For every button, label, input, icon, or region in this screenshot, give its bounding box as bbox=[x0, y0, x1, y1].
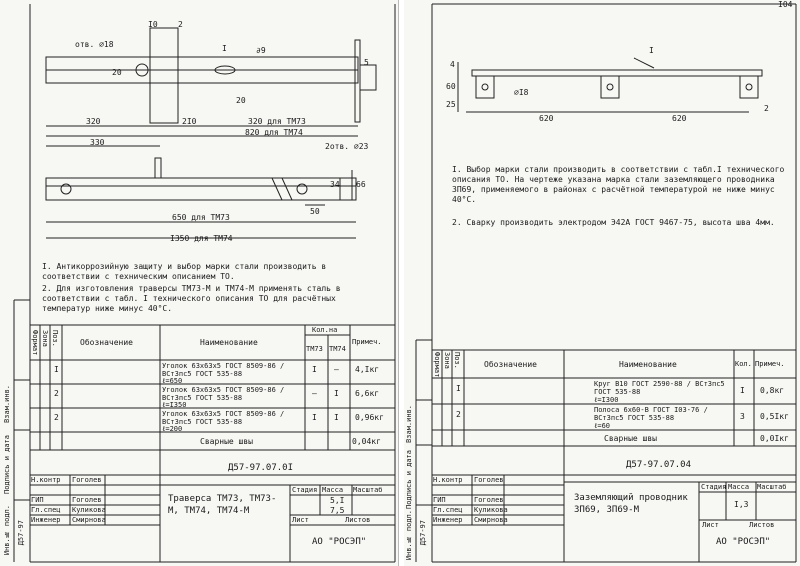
right-sheet bbox=[404, 0, 800, 566]
right-drawing bbox=[404, 0, 800, 566]
row-name: Уголок 63х63х5 ГОСТ 8509-86 / ВСт3пс5 ГОСТ 535-88 bbox=[162, 386, 285, 402]
seam-label: ∂9 bbox=[256, 46, 266, 55]
weld-mark: 20 bbox=[112, 68, 122, 77]
sheets-label: Листов bbox=[345, 516, 371, 524]
row-name: Уголок 63х63х5 ГОСТ 8509-86 / ВСт3пс5 ГОСТ 535-88 bbox=[162, 410, 285, 426]
dim-620-b: 620 bbox=[672, 114, 687, 123]
doc-code: Д57-97.07.0I bbox=[228, 463, 294, 473]
dim-25: 25 bbox=[446, 100, 456, 109]
dim-210: 2I0 bbox=[182, 117, 197, 126]
dim-label: I0 bbox=[148, 20, 158, 29]
dim-1350-tm74: I350 для ТМ74 bbox=[170, 234, 233, 243]
side-dim: 5 bbox=[364, 58, 369, 67]
org-name: АО "РОСЭП" bbox=[716, 537, 771, 547]
dim-label: 20 bbox=[236, 96, 246, 105]
row-length: ℓ=200 bbox=[162, 425, 183, 433]
note-2: 2. Для изготовления траверсы ТМ73-М и ТМ74-М применять сталь в соответствии с табл. I технического описания ТО для расчётных температур ниже минус 40°С. bbox=[42, 284, 341, 313]
side-label: Подпись и дата bbox=[405, 450, 413, 510]
staff-name: Смирнова bbox=[72, 516, 106, 524]
row-qty-a: I bbox=[312, 413, 317, 422]
mark-2: 2 bbox=[764, 104, 769, 113]
doc-title: Заземляющий проводник ЗП69, ЗП69-М bbox=[574, 493, 688, 515]
sheets-label: Листов bbox=[749, 521, 775, 529]
page-number: I04 bbox=[778, 0, 793, 9]
staff-name: Куликова bbox=[72, 506, 106, 514]
note-1: I. Выбор марки стали производить в соответствии с табл.I технического описания ТО. На чертеже указана марка стали заземляющего проводника ЗП69, применяемого в районах с расчётной температурой не ниже минус 40°С. bbox=[452, 165, 785, 204]
dim-820-tm74: 820 для ТМ74 bbox=[245, 128, 303, 137]
col-qty: Кол.на bbox=[312, 326, 338, 334]
dim-620-a: 620 bbox=[539, 114, 554, 123]
row-length: ℓ=60 bbox=[594, 422, 610, 430]
dim-320-tm73: 320 для ТМ73 bbox=[248, 117, 306, 126]
staff-name: Гоголев bbox=[72, 476, 102, 484]
dim-320: 320 bbox=[86, 117, 101, 126]
side-label: Инв.№ подл. bbox=[405, 510, 413, 561]
mass-value-1: I,3 bbox=[734, 500, 749, 509]
side-label: Инв.№ подл. bbox=[3, 505, 11, 556]
col-designation: Обозначение bbox=[484, 360, 537, 369]
mass-label: Масса bbox=[322, 486, 344, 494]
row-note: 0,0Iкг bbox=[760, 434, 789, 443]
scale-label: Масштаб bbox=[757, 483, 787, 491]
row-note: 6,6кг bbox=[355, 389, 380, 398]
mass-value-1: 5,I bbox=[330, 496, 345, 505]
staff-name: Гоголев bbox=[474, 496, 504, 504]
col-note: Примеч. bbox=[352, 338, 382, 346]
side-label: Взам.инв. bbox=[3, 385, 11, 423]
mark-i: I bbox=[649, 46, 654, 55]
col-zone: Зона bbox=[41, 330, 49, 347]
dim-66: 66 bbox=[356, 180, 366, 189]
staff-role: Инженер bbox=[31, 516, 61, 524]
row-qty-b: I bbox=[334, 413, 339, 422]
row-qty-b: – bbox=[334, 365, 339, 374]
dim-60: 60 bbox=[446, 82, 456, 91]
col-name: Наименование bbox=[200, 338, 258, 347]
col-name: Наименование bbox=[619, 360, 677, 369]
side-label: Взам.инв. bbox=[405, 405, 413, 443]
col-pos: Поз. bbox=[453, 352, 461, 369]
dim-50: 50 bbox=[310, 207, 320, 216]
row-qty-b: I bbox=[334, 389, 339, 398]
dim-label: 2 bbox=[178, 20, 183, 29]
col-note: Примеч. bbox=[755, 360, 785, 368]
side-label: Д57-97 bbox=[419, 520, 427, 546]
staff-name: Гоголев bbox=[72, 496, 102, 504]
dim-4: 4 bbox=[450, 60, 455, 69]
note-2: 2. Сварку производить электродом Э42А ГОСТ 9467-75, высота шва 4мм. bbox=[452, 218, 775, 227]
col-qty: Кол. bbox=[735, 360, 752, 368]
col-format: Формат bbox=[433, 352, 441, 378]
side-label: Д57-97 bbox=[17, 520, 25, 546]
row-name: Уголок 63х63х5 ГОСТ 8509-86 / ВСт3пс5 ГОСТ 535-88 bbox=[162, 362, 285, 378]
left-sheet bbox=[0, 0, 399, 566]
row-qty: I bbox=[740, 386, 745, 395]
row-name: Сварные швы bbox=[604, 434, 657, 443]
scale-label: Масштаб bbox=[353, 486, 383, 494]
row-name: Полоса 6х60-В ГОСТ I03-76 / ВСт3пс5 ГОСТ 535-88 bbox=[594, 406, 708, 422]
stage-label: Стадия bbox=[292, 486, 318, 494]
staff-role: ГИП bbox=[31, 496, 44, 504]
row-qty: 3 bbox=[740, 412, 745, 421]
row-note: 0,8кг bbox=[760, 386, 785, 395]
hole-label: отв. ⌀18 bbox=[75, 40, 114, 49]
row-note: 0,5Iкг bbox=[760, 412, 789, 421]
doc-title: Траверса ТМ73, ТМ73-М, ТМ74, ТМ74-М bbox=[168, 494, 277, 516]
row-pos: I bbox=[54, 365, 59, 374]
row-note: 0,96кг bbox=[355, 413, 384, 422]
col-qty-a: ТМ73 bbox=[306, 345, 323, 353]
dim-330: 330 bbox=[90, 138, 105, 147]
col-zone: Зона bbox=[443, 352, 451, 369]
doc-code: Д57-97.07.04 bbox=[626, 460, 692, 470]
staff-name: Смирнова bbox=[474, 516, 508, 524]
staff-role: Гл.спец bbox=[433, 506, 463, 514]
mass-label: Масса bbox=[728, 483, 750, 491]
dim-label: I bbox=[222, 44, 227, 53]
row-qty-a: – bbox=[312, 389, 317, 398]
row-pos: 2 bbox=[54, 413, 59, 422]
row-pos: 2 bbox=[456, 410, 461, 419]
hole-label: ⌀I8 bbox=[514, 88, 529, 97]
staff-role: Инженер bbox=[433, 516, 463, 524]
sheet-label: Лист bbox=[702, 521, 719, 529]
col-pos: Поз. bbox=[51, 330, 59, 347]
row-name: Круг В10 ГОСТ 2590-88 / ВСт3пс5 ГОСТ 535-88 bbox=[594, 380, 725, 396]
row-name: Сварные швы bbox=[200, 437, 253, 446]
mass-value-2: 7,5 bbox=[330, 506, 345, 515]
row-length: ℓ=I300 bbox=[594, 396, 619, 404]
row-note: 0,04кг bbox=[352, 437, 381, 446]
staff-role: Н.контр bbox=[31, 476, 61, 484]
side-label: Подпись и дата bbox=[3, 435, 11, 495]
row-length: ℓ=I350 bbox=[162, 401, 187, 409]
stage-label: Стадия bbox=[701, 483, 727, 491]
dim-650-tm73: 650 для ТМ73 bbox=[172, 213, 230, 222]
staff-role: Гл.спец bbox=[31, 506, 61, 514]
row-note: 4,Iкг bbox=[355, 365, 380, 374]
org-name: АО "РОСЭП" bbox=[312, 537, 367, 547]
row-pos: I bbox=[456, 384, 461, 393]
row-qty-a: I bbox=[312, 365, 317, 374]
col-qty-b: ТМ74 bbox=[329, 345, 346, 353]
staff-name: Куликова bbox=[474, 506, 508, 514]
holes-label: 2отв. ⌀23 bbox=[325, 142, 369, 151]
col-format: Формат bbox=[31, 330, 39, 356]
staff-role: Н.контр bbox=[433, 476, 463, 484]
staff-name: Гоголев bbox=[474, 476, 504, 484]
col-designation: Обозначение bbox=[80, 338, 133, 347]
row-length: ℓ=650 bbox=[162, 377, 183, 385]
row-pos: 2 bbox=[54, 389, 59, 398]
dim-34: 34 bbox=[330, 180, 340, 189]
sheet-label: Лист bbox=[292, 516, 309, 524]
staff-role: ГИП bbox=[433, 496, 446, 504]
note-1: I. Антикоррозийную защиту и выбор марки стали производить в соответствии с техническим описанием ТО. bbox=[42, 262, 327, 281]
